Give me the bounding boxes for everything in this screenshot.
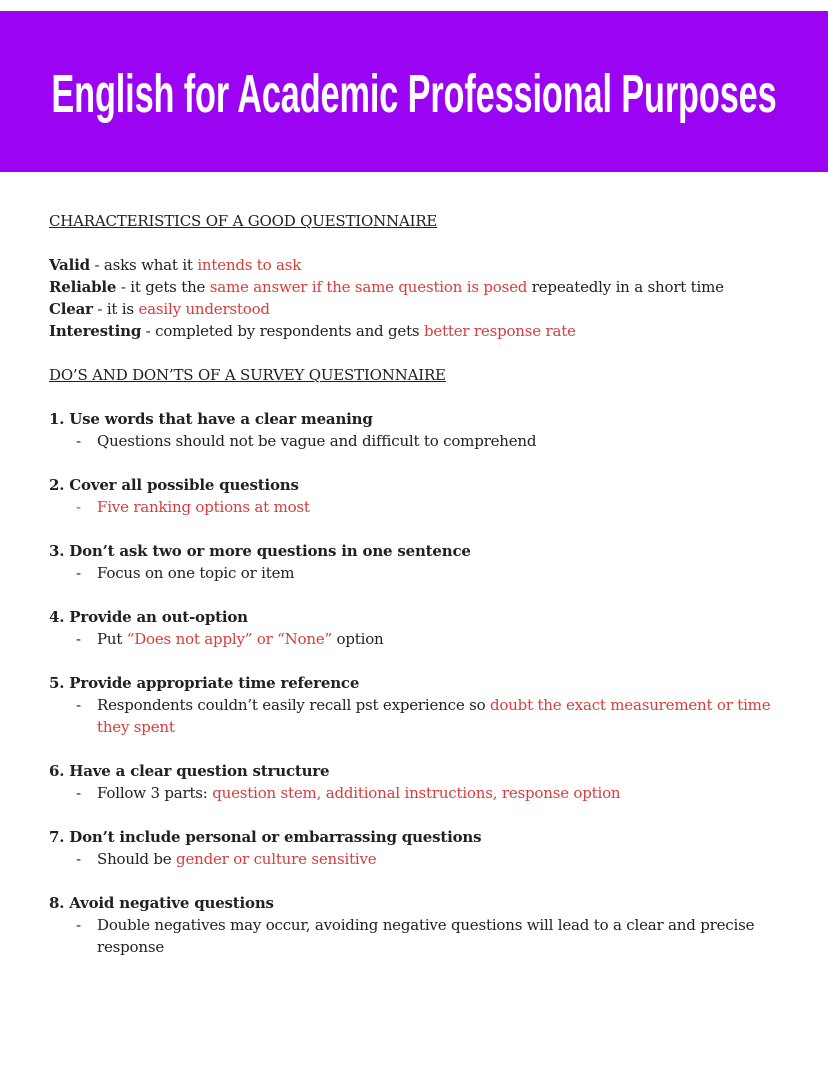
- list-item: [49, 672, 788, 738]
- section-heading-dos-donts: DO’S AND DON’TS OF A SURVEY QUESTIONNAIRE: [49, 366, 446, 384]
- list-item: [49, 892, 788, 958]
- red-highlight-text: same answer if the same question is posed: [209, 278, 528, 296]
- text-segment: Put: [97, 630, 127, 648]
- text-segment: repeatedly in a short time: [527, 278, 724, 296]
- item-title: 7. Don’t include personal or embarrassing questions: [49, 828, 482, 846]
- red-highlight-text: Five ranking options at most: [97, 498, 310, 516]
- text-segment: - completed by respondents and gets: [141, 322, 424, 340]
- text-segment: option: [331, 630, 384, 648]
- definition-list: [49, 254, 788, 342]
- bullet-row: [76, 694, 788, 738]
- item-title: 1. Use words that have a clear meaning: [49, 410, 373, 428]
- bullet-row: [76, 628, 788, 650]
- item-title: 2. Cover all possible questions: [49, 476, 299, 494]
- text-segment: Double negatives may occur, avoiding negative questions will lead to a clear and precise response: [97, 916, 755, 956]
- bullet-row: [76, 782, 788, 804]
- title-banner: [0, 11, 828, 172]
- page-title: English for Academic Professional Purposes: [51, 63, 777, 124]
- dash-icon: -: [76, 696, 81, 714]
- item-title: 6. Have a clear question structure: [49, 762, 330, 780]
- list-item: [49, 826, 788, 870]
- text-segment: Should be: [97, 850, 177, 868]
- document-body: [0, 172, 828, 958]
- dash-icon: -: [76, 916, 81, 934]
- dash-icon: -: [76, 498, 81, 516]
- dash-icon: -: [76, 432, 81, 450]
- text-segment: Respondents couldn’t easily recall pst experience so: [97, 696, 490, 714]
- section-heading-characteristics: CHARACTERISTICS OF A GOOD QUESTIONNAIRE: [49, 212, 438, 230]
- bullet-row: [76, 562, 788, 584]
- red-highlight-text: “Does not apply” or “None”: [126, 630, 332, 648]
- bullet-text: [97, 562, 788, 584]
- bullet-row: [76, 848, 788, 870]
- red-highlight-text: easily understood: [138, 300, 270, 318]
- numbered-list: [49, 408, 788, 958]
- item-title: 4. Provide an out-option: [49, 608, 248, 626]
- list-item: [49, 606, 788, 650]
- list-item: [49, 540, 788, 584]
- text-segment: Follow 3 parts:: [97, 784, 213, 802]
- item-title: 8. Avoid negative questions: [49, 894, 274, 912]
- list-item: [49, 760, 788, 804]
- dash-icon: -: [76, 630, 81, 648]
- dash-icon: -: [76, 784, 81, 802]
- text-segment: - it gets the: [116, 278, 210, 296]
- bullet-text: [97, 430, 788, 452]
- red-highlight-text: question stem, additional instructions, response option: [212, 784, 621, 802]
- item-title: 3. Don’t ask two or more questions in one sentence: [49, 542, 471, 560]
- list-item: [49, 474, 788, 518]
- text-segment: Clear: [49, 300, 93, 318]
- text-segment: - it is: [92, 300, 139, 318]
- definition-line: [49, 276, 788, 298]
- bullet-text: [97, 914, 788, 958]
- text-segment: Reliable: [49, 278, 117, 296]
- red-highlight-text: better response rate: [423, 322, 576, 340]
- definition-line: [49, 320, 788, 342]
- section-dos-donts: [49, 364, 788, 958]
- dash-icon: -: [76, 850, 81, 868]
- text-segment: Questions should not be vague and difficult to comprehend: [97, 432, 537, 450]
- bullet-text: [97, 496, 788, 518]
- bullet-text: [97, 694, 788, 738]
- dash-icon: -: [76, 564, 81, 582]
- bullet-text: [97, 848, 788, 870]
- text-segment: - asks what it: [89, 256, 198, 274]
- definition-line: [49, 254, 788, 276]
- red-highlight-text: intends to ask: [197, 256, 302, 274]
- item-title: 5. Provide appropriate time reference: [49, 674, 360, 692]
- bullet-row: [76, 496, 788, 518]
- section-characteristics: [49, 210, 788, 342]
- definition-line: [49, 298, 788, 320]
- list-item: [49, 408, 788, 452]
- bullet-text: [97, 628, 788, 650]
- bullet-text: [97, 782, 788, 804]
- red-highlight-text: gender or culture sensitive: [176, 850, 377, 868]
- text-segment: Valid: [49, 256, 90, 274]
- text-segment: Focus on one topic or item: [97, 564, 295, 582]
- text-segment: Interesting: [49, 322, 142, 340]
- bullet-row: [76, 914, 788, 958]
- red-highlight-text: doubt the exact measurement or time they spent: [97, 696, 771, 736]
- bullet-row: [76, 430, 788, 452]
